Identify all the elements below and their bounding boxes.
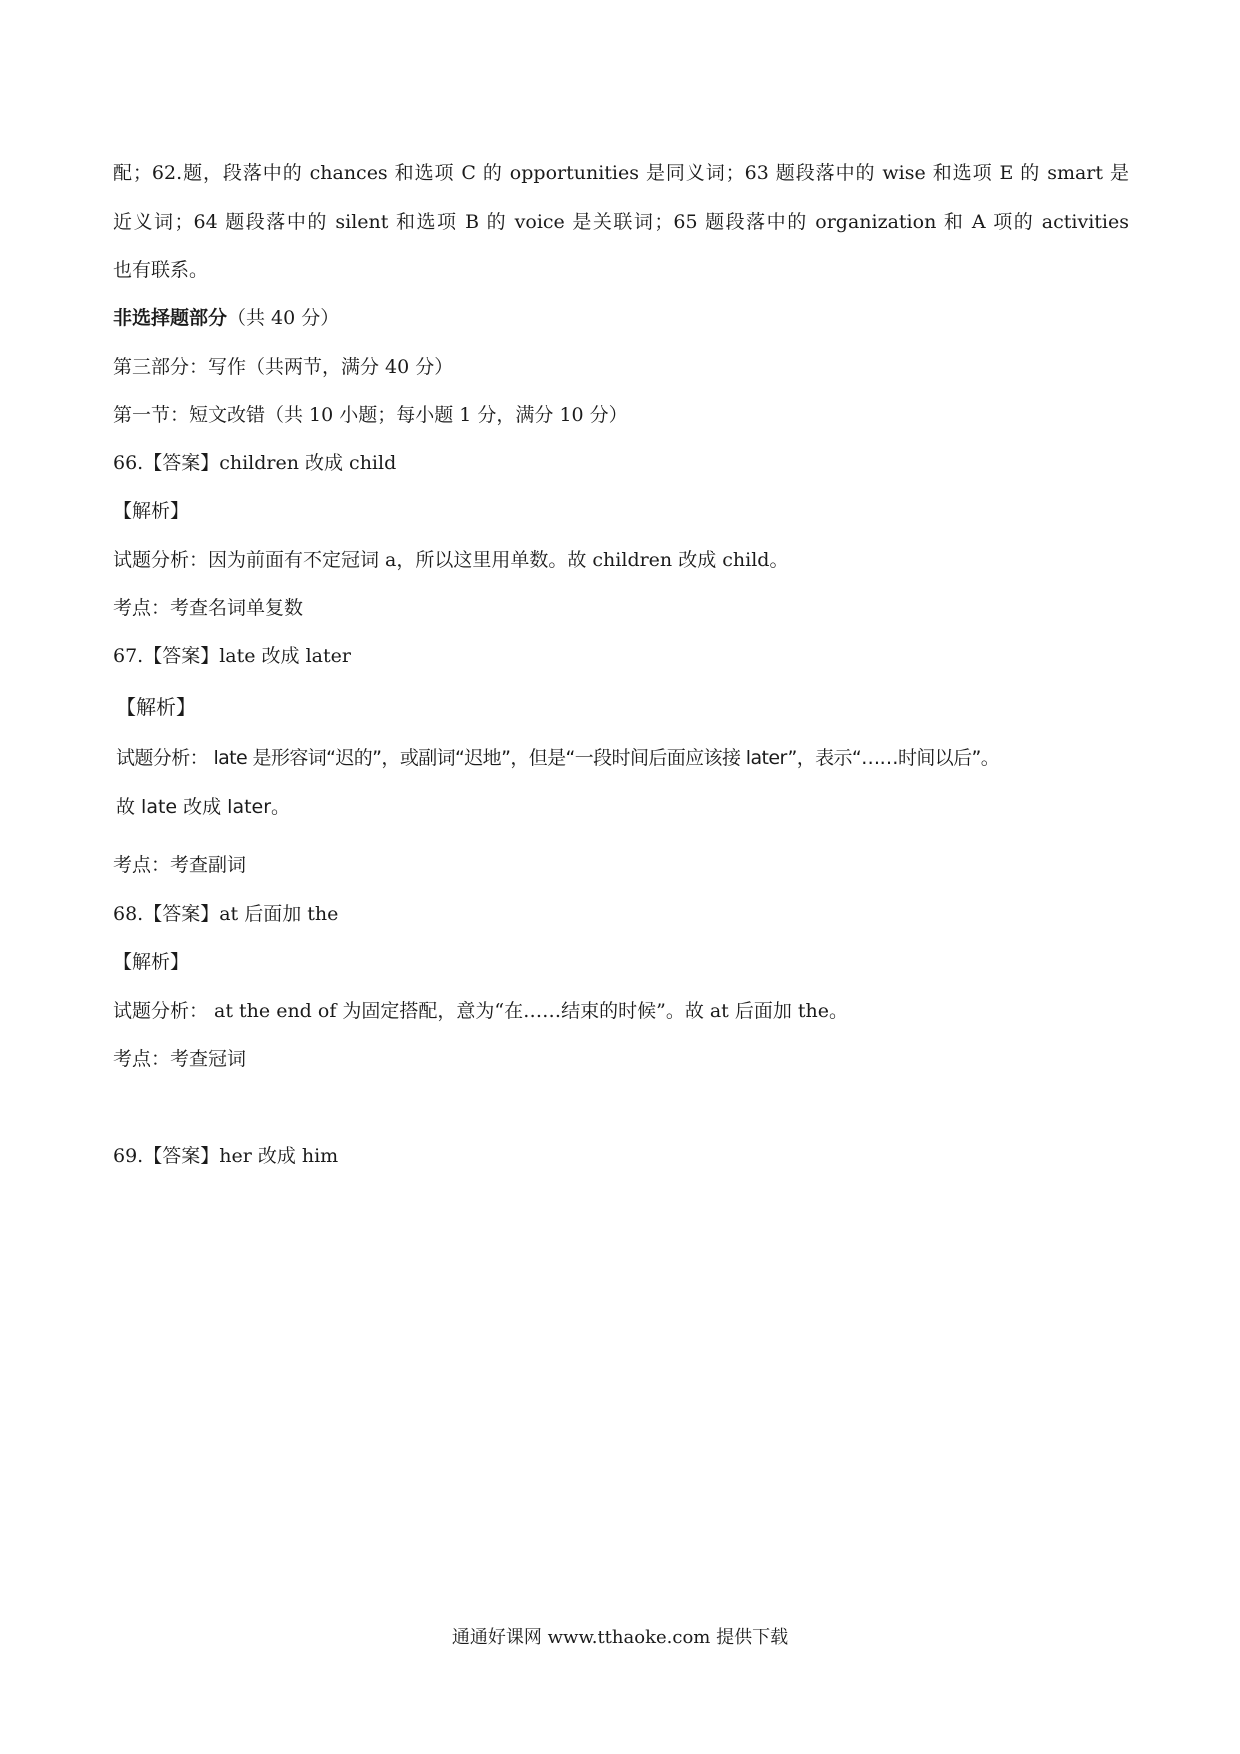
- q67-answer: 67.【答案】late 改成 later: [113, 645, 351, 667]
- q66-analysis: 试题分析：因为前面有不定冠词 a，所以这里用单数。故 children 改成 child。: [113, 549, 789, 571]
- intro-line-3: 也有联系。: [113, 259, 209, 281]
- q68-answer: 68.【答案】at 后面加 the: [113, 903, 339, 925]
- non-choice-title: 非选择题部分: [113, 307, 228, 329]
- q66-answer: 66.【答案】children 改成 child: [113, 452, 397, 474]
- section1-header: 第一节：短文改错（共 10 小题；每小题 1 分，满分 10 分）: [113, 404, 628, 426]
- q67-analysis-line-1: 试题分析： late 是形容词“迟的”，或副词“迟地”，但是“一段时间后面应该接 later”，表示“……时间以后”。: [116, 747, 1000, 769]
- q68-point: 考点：考查冠词: [113, 1048, 247, 1070]
- non-choice-score: （共 40 分）: [227, 307, 340, 329]
- non-choice-section-header: [113, 305, 339, 331]
- intro-line-2: 近义词；64 题段落中的 silent 和选项 B 的 voice 是关联词；65 题段落中的 organization 和 A 项的 activities: [113, 211, 1129, 233]
- q67-point: 考点：考查副词: [113, 854, 247, 876]
- page-footer: 通通好课网 www.tthaoke.com 提供下载: [451, 1627, 789, 1648]
- intro-line-1: 配；62.题，段落中的 chances 和选项 C 的 opportunities 是同义词；63 题段落中的 wise 和选项 E 的 smart 是: [113, 162, 1129, 184]
- part3-header: 第三部分：写作（共两节，满分 40 分）: [113, 356, 454, 378]
- q66-point: 考点：考查名词单复数: [113, 597, 304, 619]
- q69-answer: 69.【答案】her 改成 him: [113, 1145, 339, 1167]
- q67-analysis-label: 【解析】: [116, 695, 196, 719]
- q68-analysis-label: 【解析】: [113, 951, 190, 973]
- q68-analysis: 试题分析： at the end of 为固定搭配，意为“在……结束的时候”。故 at 后面加 the。: [113, 1000, 849, 1022]
- q67-analysis-line-2: 故 late 改成 later。: [116, 796, 291, 818]
- q66-analysis-label: 【解析】: [113, 500, 190, 522]
